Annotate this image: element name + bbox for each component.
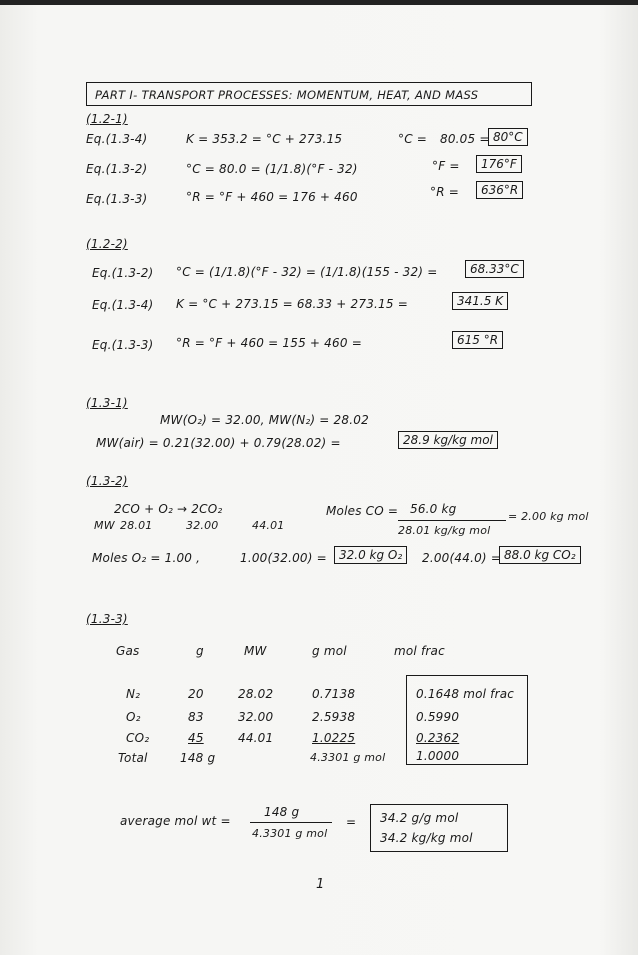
- problem-id-1-3-2: (1.3-2): [86, 474, 128, 488]
- gmol-n2: 0.7138: [312, 687, 356, 701]
- gas-total: Total: [118, 751, 148, 765]
- gmol-co2: 1.0225: [312, 731, 356, 745]
- lhs: °F =: [432, 159, 460, 173]
- lhs: °C =: [398, 132, 428, 146]
- mw-co2: 44.01: [252, 519, 285, 532]
- g-co2: 45: [188, 731, 204, 745]
- g-n2: 20: [188, 687, 204, 701]
- gmol-total: 4.3301 g mol: [310, 751, 386, 764]
- calc-o2: 1.00(32.00) =: [240, 551, 327, 565]
- frac-n2: 0.1648 mol frac: [416, 687, 515, 701]
- equals: =: [346, 815, 357, 829]
- frac-o2: 0.5990: [416, 710, 460, 724]
- eq-label: Eq.(1.3-4): [92, 298, 154, 312]
- problem-id-1-2-1: (1.2-1): [86, 112, 128, 126]
- mw-air-line: MW(air) = 0.21(32.00) + 0.79(28.02) =: [96, 436, 341, 450]
- col-molfrac: mol frac: [394, 644, 445, 658]
- col-gmol: g mol: [312, 644, 347, 658]
- avg-num: 148 g: [264, 805, 300, 819]
- answer-box: 80°C: [488, 128, 528, 146]
- frac-total: 1.0000: [416, 749, 460, 763]
- reaction: 2CO + O₂ → 2CO₂: [114, 502, 223, 516]
- avg-ans-1: 34.2 g/g mol: [380, 811, 459, 825]
- mw-co2: 44.01: [238, 731, 274, 745]
- mw-o2: 32.00: [186, 519, 219, 532]
- col-mw: MW: [244, 644, 267, 658]
- avg-ans-2: 34.2 kg/kg mol: [380, 831, 473, 845]
- answer-box: 32.0 kg O₂: [334, 546, 407, 564]
- answer-box: 88.0 kg CO₂: [499, 546, 581, 564]
- part-header: PART I- TRANSPORT PROCESSES: MOMENTUM, HEAT, AND MASS: [86, 82, 532, 106]
- moles-o2: Moles O₂ = 1.00 ,: [92, 551, 201, 565]
- formula: K = °C + 273.15 = 68.33 + 273.15 =: [176, 297, 408, 311]
- eq-label: Eq.(1.3-2): [92, 266, 154, 280]
- problem-id-1-3-1: (1.3-1): [86, 396, 128, 410]
- answer-box: 68.33°C: [465, 260, 524, 278]
- formula: °R = °F + 460 = 176 + 460: [186, 190, 358, 204]
- lhs: °R =: [430, 185, 460, 199]
- col-gas: Gas: [116, 644, 140, 658]
- fraction-bar: [398, 520, 506, 521]
- g-o2: 83: [188, 710, 204, 724]
- gas-o2: O₂: [126, 710, 141, 724]
- formula: °C = 80.0 = (1/1.8)(°F - 32): [186, 162, 358, 176]
- avg-label: average mol wt =: [120, 814, 231, 828]
- avg-den: 4.3301 g mol: [252, 827, 328, 840]
- answer-box: 341.5 K: [452, 292, 508, 310]
- moles-co-den: 28.01 kg/kg mol: [398, 524, 491, 537]
- problem-id-1-2-2: (1.2-2): [86, 237, 128, 251]
- moles-co-num: 56.0 kg: [410, 502, 457, 516]
- formula: °R = °F + 460 = 155 + 460 =: [176, 336, 362, 350]
- answer-box: 636°R: [476, 181, 523, 199]
- mw-line: MW(O₂) = 32.00, MW(N₂) = 28.02: [160, 413, 369, 427]
- eq-label: Eq.(1.3-4): [86, 132, 148, 146]
- mid-value: 80.05 =: [440, 132, 490, 146]
- gmol-o2: 2.5938: [312, 710, 356, 724]
- g-total: 148 g: [180, 751, 216, 765]
- eq-label: Eq.(1.3-3): [92, 338, 154, 352]
- fraction-bar: [250, 822, 332, 823]
- calc-co2: 2.00(44.0) =: [422, 551, 502, 565]
- moles-co-label: Moles CO =: [326, 504, 399, 518]
- eq-label: Eq.(1.3-2): [86, 162, 148, 176]
- answer-box: 28.9 kg/kg mol: [398, 431, 498, 449]
- formula: °C = (1/1.8)(°F - 32) = (1/1.8)(155 - 32) =: [176, 265, 438, 279]
- problem-id-1-3-3: (1.3-3): [86, 612, 128, 626]
- moles-co-ans: = 2.00 kg mol: [508, 510, 589, 523]
- page-number: 1: [316, 877, 325, 892]
- eq-label: Eq.(1.3-3): [86, 192, 148, 206]
- mw-o2: 32.00: [238, 710, 274, 724]
- gas-co2: CO₂: [126, 731, 150, 745]
- formula: K = 353.2 = °C + 273.15: [186, 132, 343, 146]
- mw-co: 28.01: [120, 519, 153, 532]
- gas-n2: N₂: [126, 687, 141, 701]
- answer-box: 615 °R: [452, 331, 503, 349]
- mw-n2: 28.02: [238, 687, 274, 701]
- mw-label: MW: [94, 519, 115, 532]
- frac-co2: 0.2362: [416, 731, 460, 745]
- answer-box: 176°F: [476, 155, 522, 173]
- col-g: g: [196, 644, 204, 658]
